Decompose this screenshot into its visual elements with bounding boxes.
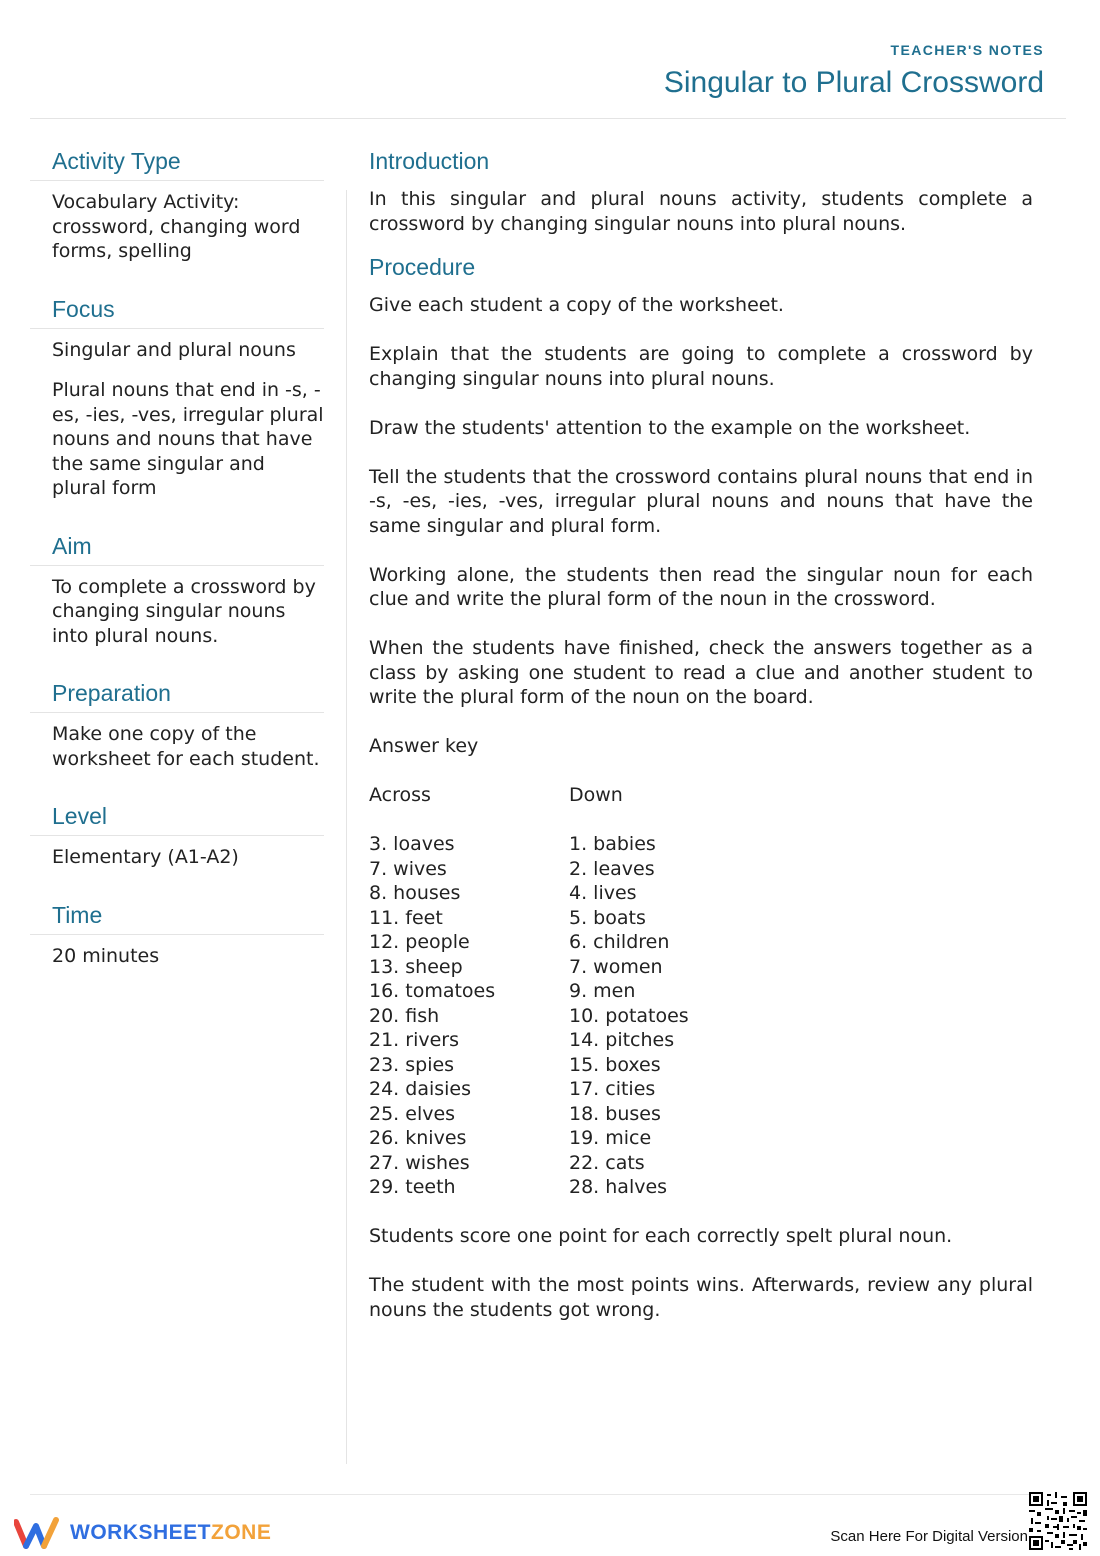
- main-content: [369, 146, 1033, 1347]
- level-heading: Level: [30, 801, 324, 836]
- procedure-step: Explain that the students are going to complete a crossword by changing singular nouns into plural nouns.: [369, 343, 1033, 390]
- answer-item: 27. wishes: [369, 1151, 470, 1174]
- answer-item: 22. cats: [569, 1151, 645, 1174]
- answer-item: 23. spies: [369, 1053, 455, 1076]
- procedure-body: [369, 293, 1033, 1322]
- level-section: [30, 801, 324, 870]
- logo-mark-icon: [14, 1516, 60, 1550]
- answer-item: 8. houses: [369, 882, 461, 904]
- scoring-note: Students score one point for each correctly spelt plural noun.: [369, 1225, 953, 1247]
- activity-type-section: [30, 146, 324, 264]
- logo-wordmark: [70, 1521, 271, 1545]
- header-kicker: TEACHER'S NOTES: [890, 42, 1044, 58]
- procedure-step: Tell the students that the crossword contains plural nouns that end in -s, -es, -ies, -ves, irregular plural nouns and nouns that have the same singular and plural form.: [369, 465, 1033, 537]
- focus-text-detail: Plural nouns that end in -s, -es, -ies, -ves, irregular plural nouns and nouns that have the same singular and plural form: [52, 379, 324, 499]
- level-text: Elementary (A1-A2): [52, 846, 239, 868]
- answer-item: 26. knives: [369, 1127, 467, 1149]
- header-divider: [30, 118, 1066, 119]
- answer-item: 10. potatoes: [569, 1004, 689, 1027]
- answer-key-label: Answer key: [369, 735, 479, 757]
- answer-item: 7. women: [569, 955, 663, 978]
- review-note: The student with the most points wins. Afterwards, review any plural nouns the students got wrong.: [369, 1274, 1033, 1321]
- down-heading: Down: [569, 784, 623, 806]
- answer-item: 15. boxes: [569, 1053, 661, 1076]
- focus-section: [30, 294, 324, 501]
- answer-item: 4. lives: [569, 882, 637, 904]
- preparation-section: [30, 678, 324, 771]
- answer-item: 1. babies: [569, 833, 656, 855]
- aim-text: To complete a crossword by changing singular nouns into plural nouns.: [52, 575, 316, 647]
- answer-item: 20. fish: [369, 1004, 440, 1027]
- answer-item: 5. boats: [569, 906, 646, 929]
- answer-item: 29. teeth: [369, 1176, 456, 1198]
- focus-text-primary: Singular and plural nouns: [52, 338, 296, 361]
- footer-divider: [30, 1494, 1066, 1495]
- answer-key-across: [369, 783, 569, 1200]
- procedure-step: Give each student a copy of the worksheet.: [369, 294, 784, 316]
- introduction-heading: Introduction: [369, 148, 490, 174]
- answer-item: 2. leaves: [569, 857, 655, 880]
- column-divider: [346, 190, 347, 1464]
- activity-type-heading: Activity Type: [30, 146, 324, 181]
- page-title: Singular to Plural Crossword: [663, 66, 1044, 99]
- answer-item: 11. feet: [369, 906, 443, 929]
- procedure-heading: Procedure: [369, 254, 476, 280]
- answer-item: 7. wives: [369, 857, 447, 880]
- aim-heading: Aim: [30, 531, 324, 566]
- logo-wordmark-worksheet: WORKSHEET: [70, 1521, 211, 1544]
- aim-section: [30, 531, 324, 649]
- answer-key: [369, 783, 1033, 1200]
- answer-item: 12. people: [369, 931, 470, 953]
- answer-item: 13. sheep: [369, 955, 463, 978]
- answer-item: 28. halves: [569, 1176, 668, 1198]
- introduction-text: In this singular and plural nouns activity, students complete a crossword by changing singular nouns into plural nouns.: [369, 188, 1033, 235]
- answer-item: 18. buses: [569, 1102, 661, 1125]
- across-heading: Across: [369, 784, 431, 806]
- answer-item: 6. children: [569, 931, 670, 953]
- procedure-step: When the students have finished, check the answers together as a class by asking one student to read a clue and another student to write the plural form of the noun on the board.: [369, 637, 1033, 708]
- time-heading: Time: [30, 900, 324, 935]
- procedure-step: Draw the students' attention to the example on the worksheet.: [369, 416, 971, 439]
- answer-item: 25. elves: [369, 1102, 456, 1125]
- answer-item: 16. tomatoes: [369, 980, 496, 1002]
- preparation-heading: Preparation: [30, 678, 324, 713]
- scan-caption: Scan Here For Digital Version: [830, 1528, 1028, 1545]
- logo-wordmark-zone: ZONE: [211, 1521, 272, 1544]
- preparation-text: Make one copy of the worksheet for each student.: [52, 723, 320, 770]
- procedure-step: Working alone, the students then read the singular noun for each clue and write the plural form of the noun in the crossword.: [369, 563, 1033, 610]
- time-section: [30, 900, 324, 969]
- answer-item: 3. loaves: [369, 833, 455, 855]
- focus-heading: Focus: [30, 294, 324, 329]
- answer-item: 21. rivers: [369, 1029, 459, 1051]
- worksheetzone-logo[interactable]: [14, 1516, 271, 1550]
- sidebar: [30, 146, 324, 998]
- answer-item: 17. cities: [569, 1078, 656, 1100]
- answer-item: 9. men: [569, 980, 636, 1002]
- time-text: 20 minutes: [52, 944, 160, 967]
- answer-item: 24. daisies: [369, 1078, 472, 1100]
- answer-item: 14. pitches: [569, 1029, 675, 1051]
- answer-key-down: [569, 783, 769, 1200]
- activity-type-text: Vocabulary Activity: crossword, changing word forms, spelling: [52, 191, 301, 262]
- answer-item: 19. mice: [569, 1127, 652, 1149]
- qr-code-icon[interactable]: [1029, 1492, 1087, 1550]
